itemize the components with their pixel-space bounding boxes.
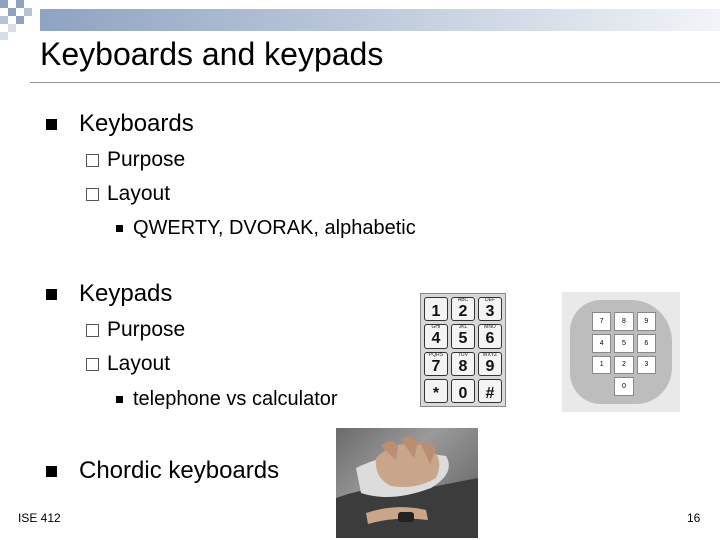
telephone-key-digit: *	[432, 384, 440, 402]
telephone-key-digit: 3	[485, 303, 495, 321]
telephone-keypad-image	[420, 293, 506, 407]
calculator-key: 2	[614, 356, 633, 375]
bullet-keypads-purpose	[86, 318, 185, 342]
hollow-square-bullet-icon	[86, 188, 99, 201]
telephone-key-digit: 5	[458, 330, 468, 348]
telephone-key-letters: JKL	[458, 324, 468, 331]
square-bullet-icon	[46, 466, 57, 477]
bullet-keyboards-label: Keyboards	[79, 110, 194, 137]
telephone-key-digit: 8	[458, 357, 468, 375]
telephone-key-letters: MNO	[484, 324, 496, 331]
calculator-key: 4	[592, 334, 611, 353]
bullet-keyboards-purpose	[86, 148, 185, 172]
bullet-keypads	[46, 280, 172, 308]
bullet-keypads-purpose-label: Purpose	[107, 318, 186, 341]
telephone-key	[424, 297, 448, 321]
bullet-keypads-layout-detail	[116, 388, 338, 411]
telephone-key	[424, 324, 448, 348]
bullet-keypads-label: Keypads	[79, 280, 173, 307]
calculator-keypad-grid	[592, 312, 656, 396]
hand-on-chord-keyboard-illustration	[336, 428, 478, 538]
calculator-key: 0	[614, 377, 633, 396]
telephone-key	[451, 379, 475, 403]
telephone-key	[478, 324, 502, 348]
telephone-key	[451, 297, 475, 321]
telephone-key-letters: ABC	[457, 297, 469, 304]
small-square-bullet-icon	[116, 396, 123, 403]
bullet-keyboards-purpose-label: Purpose	[107, 148, 186, 171]
square-bullet-icon	[46, 119, 57, 130]
bullet-keyboards	[46, 110, 194, 138]
telephone-key-letters: PQRS	[428, 351, 444, 358]
telephone-key	[478, 297, 502, 321]
telephone-key-digit: 6	[485, 330, 495, 348]
bullet-keyboards-layout-detail	[116, 217, 416, 240]
hollow-square-bullet-icon	[86, 358, 99, 371]
telephone-key-digit: #	[485, 384, 495, 402]
telephone-key-digit: 2	[458, 303, 468, 321]
footer-course-code: ISE 412	[18, 511, 61, 525]
hollow-square-bullet-icon	[86, 154, 99, 167]
calculator-key: 6	[637, 334, 656, 353]
calculator-key: 5	[614, 334, 633, 353]
slide-title: Keyboards and keypads	[40, 36, 384, 72]
calculator-key: 7	[592, 312, 611, 331]
hollow-square-bullet-icon	[86, 324, 99, 337]
bullet-keyboards-layout-detail-label: QWERTY, DVORAK, alphabetic	[133, 217, 416, 239]
telephone-key-digit: 9	[485, 357, 495, 375]
title-divider	[30, 82, 720, 83]
telephone-key	[451, 352, 475, 376]
telephone-key	[424, 379, 448, 403]
telephone-key-letters: WXYZ	[482, 351, 498, 358]
telephone-key-letters: DEF	[485, 297, 495, 304]
square-bullet-icon	[46, 289, 57, 300]
telephone-key-letters: GHI	[431, 324, 441, 331]
bullet-chordic	[46, 457, 279, 485]
small-square-bullet-icon	[116, 225, 123, 232]
telephone-key-digit: 1	[431, 303, 441, 321]
chordic-keyboard-photo	[336, 428, 478, 538]
telephone-key	[478, 352, 502, 376]
bullet-chordic-label: Chordic keyboards	[79, 457, 280, 484]
calculator-key: 8	[614, 312, 633, 331]
page-number: 16	[687, 511, 701, 525]
telephone-key	[478, 379, 502, 403]
telephone-key-letters: TUV	[458, 351, 468, 358]
bullet-keypads-layout-label: Layout	[107, 352, 171, 375]
telephone-key-digit: 7	[431, 357, 441, 375]
bullet-keyboards-layout-label: Layout	[107, 182, 171, 205]
bullet-keypads-layout	[86, 352, 170, 376]
calculator-key: 9	[637, 312, 656, 331]
calculator-key: 3	[637, 356, 656, 375]
calculator-keypad-image	[562, 292, 680, 412]
title-gradient-bar	[40, 9, 720, 31]
calculator-key: 1	[592, 356, 611, 375]
bullet-keypads-layout-detail-label: telephone vs calculator	[133, 388, 338, 410]
telephone-key-digit: 0	[458, 384, 468, 402]
telephone-key	[424, 352, 448, 376]
bullet-keyboards-layout	[86, 182, 170, 206]
telephone-key-digit: 4	[431, 330, 441, 348]
telephone-key	[451, 324, 475, 348]
